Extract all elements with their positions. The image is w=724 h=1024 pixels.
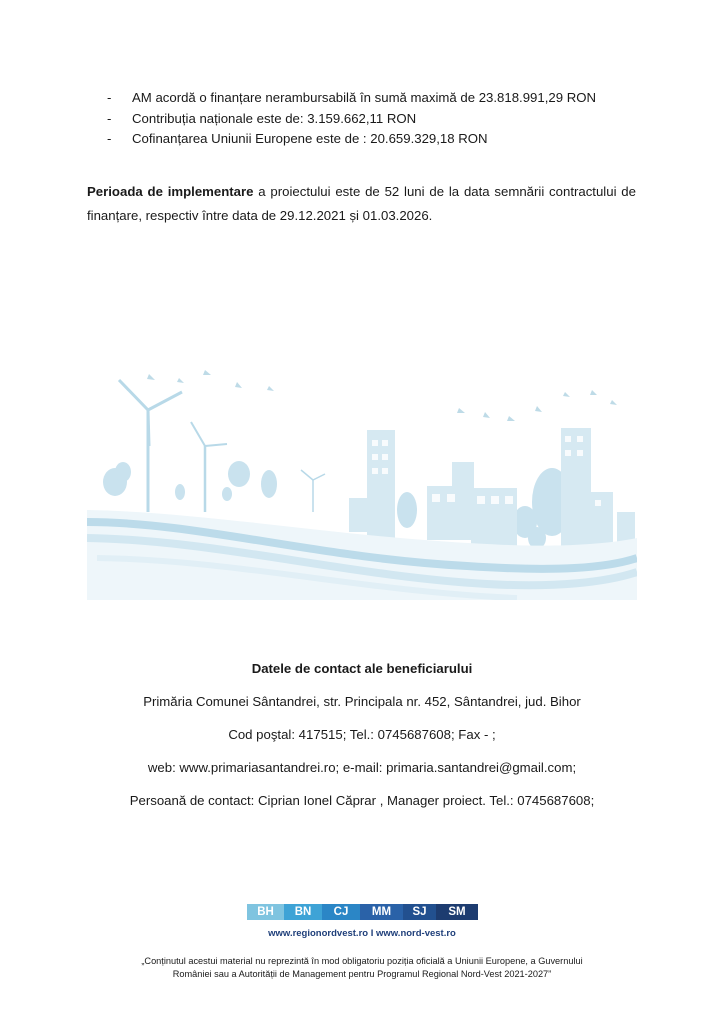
- contact-phone: Cod poştal: 417515; Tel.: 0745687608; Fax - ;: [228, 727, 496, 742]
- contact-title: Datele de contact ale beneficiarului: [251, 661, 473, 676]
- disclaimer-line-1: „Conținutul acestui material nu reprezintă în mod obligatoriu poziția oficială a Uniunii Europene, a Guvernului: [141, 956, 583, 966]
- bullet-text: Contribuția naționale este de: 3.159.662,11 RON: [132, 110, 417, 126]
- region-cj: CJ: [322, 904, 360, 920]
- region-sj: SJ: [403, 904, 436, 920]
- bullet-dash: -: [107, 131, 112, 146]
- bullet-dash: -: [107, 90, 112, 105]
- contact-address: Primăria Comunei Sântandrei, str. Principala nr. 452, Sântandrei, jud. Bihor: [143, 694, 581, 709]
- region-bn: BN: [284, 904, 322, 920]
- footer-disclaimer: [80, 955, 644, 980]
- region-sm: SM: [436, 904, 478, 920]
- bullet-max-financing: [107, 88, 647, 109]
- bullet-text: Cofinanțarea Uniunii Europene este de : 20.659.329,18 RON: [132, 131, 488, 146]
- region-bh: BH: [247, 904, 284, 920]
- wind-turbines: [119, 380, 325, 512]
- disclaimer-line-2: României sau a Autorității de Management pentru Programul Regional Nord-Vest 2021-2027”: [172, 968, 552, 979]
- buildings: [349, 428, 635, 548]
- city-wind-illustration: [87, 362, 637, 600]
- footer-websites: www.regionordvest.ro I www.nord-vest.ro: [268, 928, 456, 939]
- implementation-text: a proiectului este de 52 luni de la data semnării contractului de finanțare, respectiv între data de 29.12.2021 și 01.03.2026.: [87, 184, 636, 223]
- bullet-text: AM acordă o finanțare nerambursabilă în sumă maximă de 23.818.991,29 RON: [132, 90, 597, 105]
- region-codes-bar: [247, 904, 478, 920]
- region-mm: MM: [360, 904, 403, 920]
- bullet-eu-cofinancing: [107, 129, 647, 150]
- implementation-paragraph: [87, 180, 636, 228]
- birds-group: [147, 370, 617, 421]
- bullet-national-contribution: [107, 109, 647, 130]
- contact-web-email: web: www.primariasantandrei.ro; e-mail: primaria.santandrei@gmail.com;: [147, 760, 577, 775]
- financing-bullet-list: [107, 88, 647, 150]
- bullet-dash: -: [107, 110, 112, 126]
- contact-person: Persoană de contact: Ciprian Ionel Căprar , Manager proiect. Tel.: 0745687608;: [129, 793, 595, 808]
- implementation-label: Perioada de implementare: [87, 184, 254, 199]
